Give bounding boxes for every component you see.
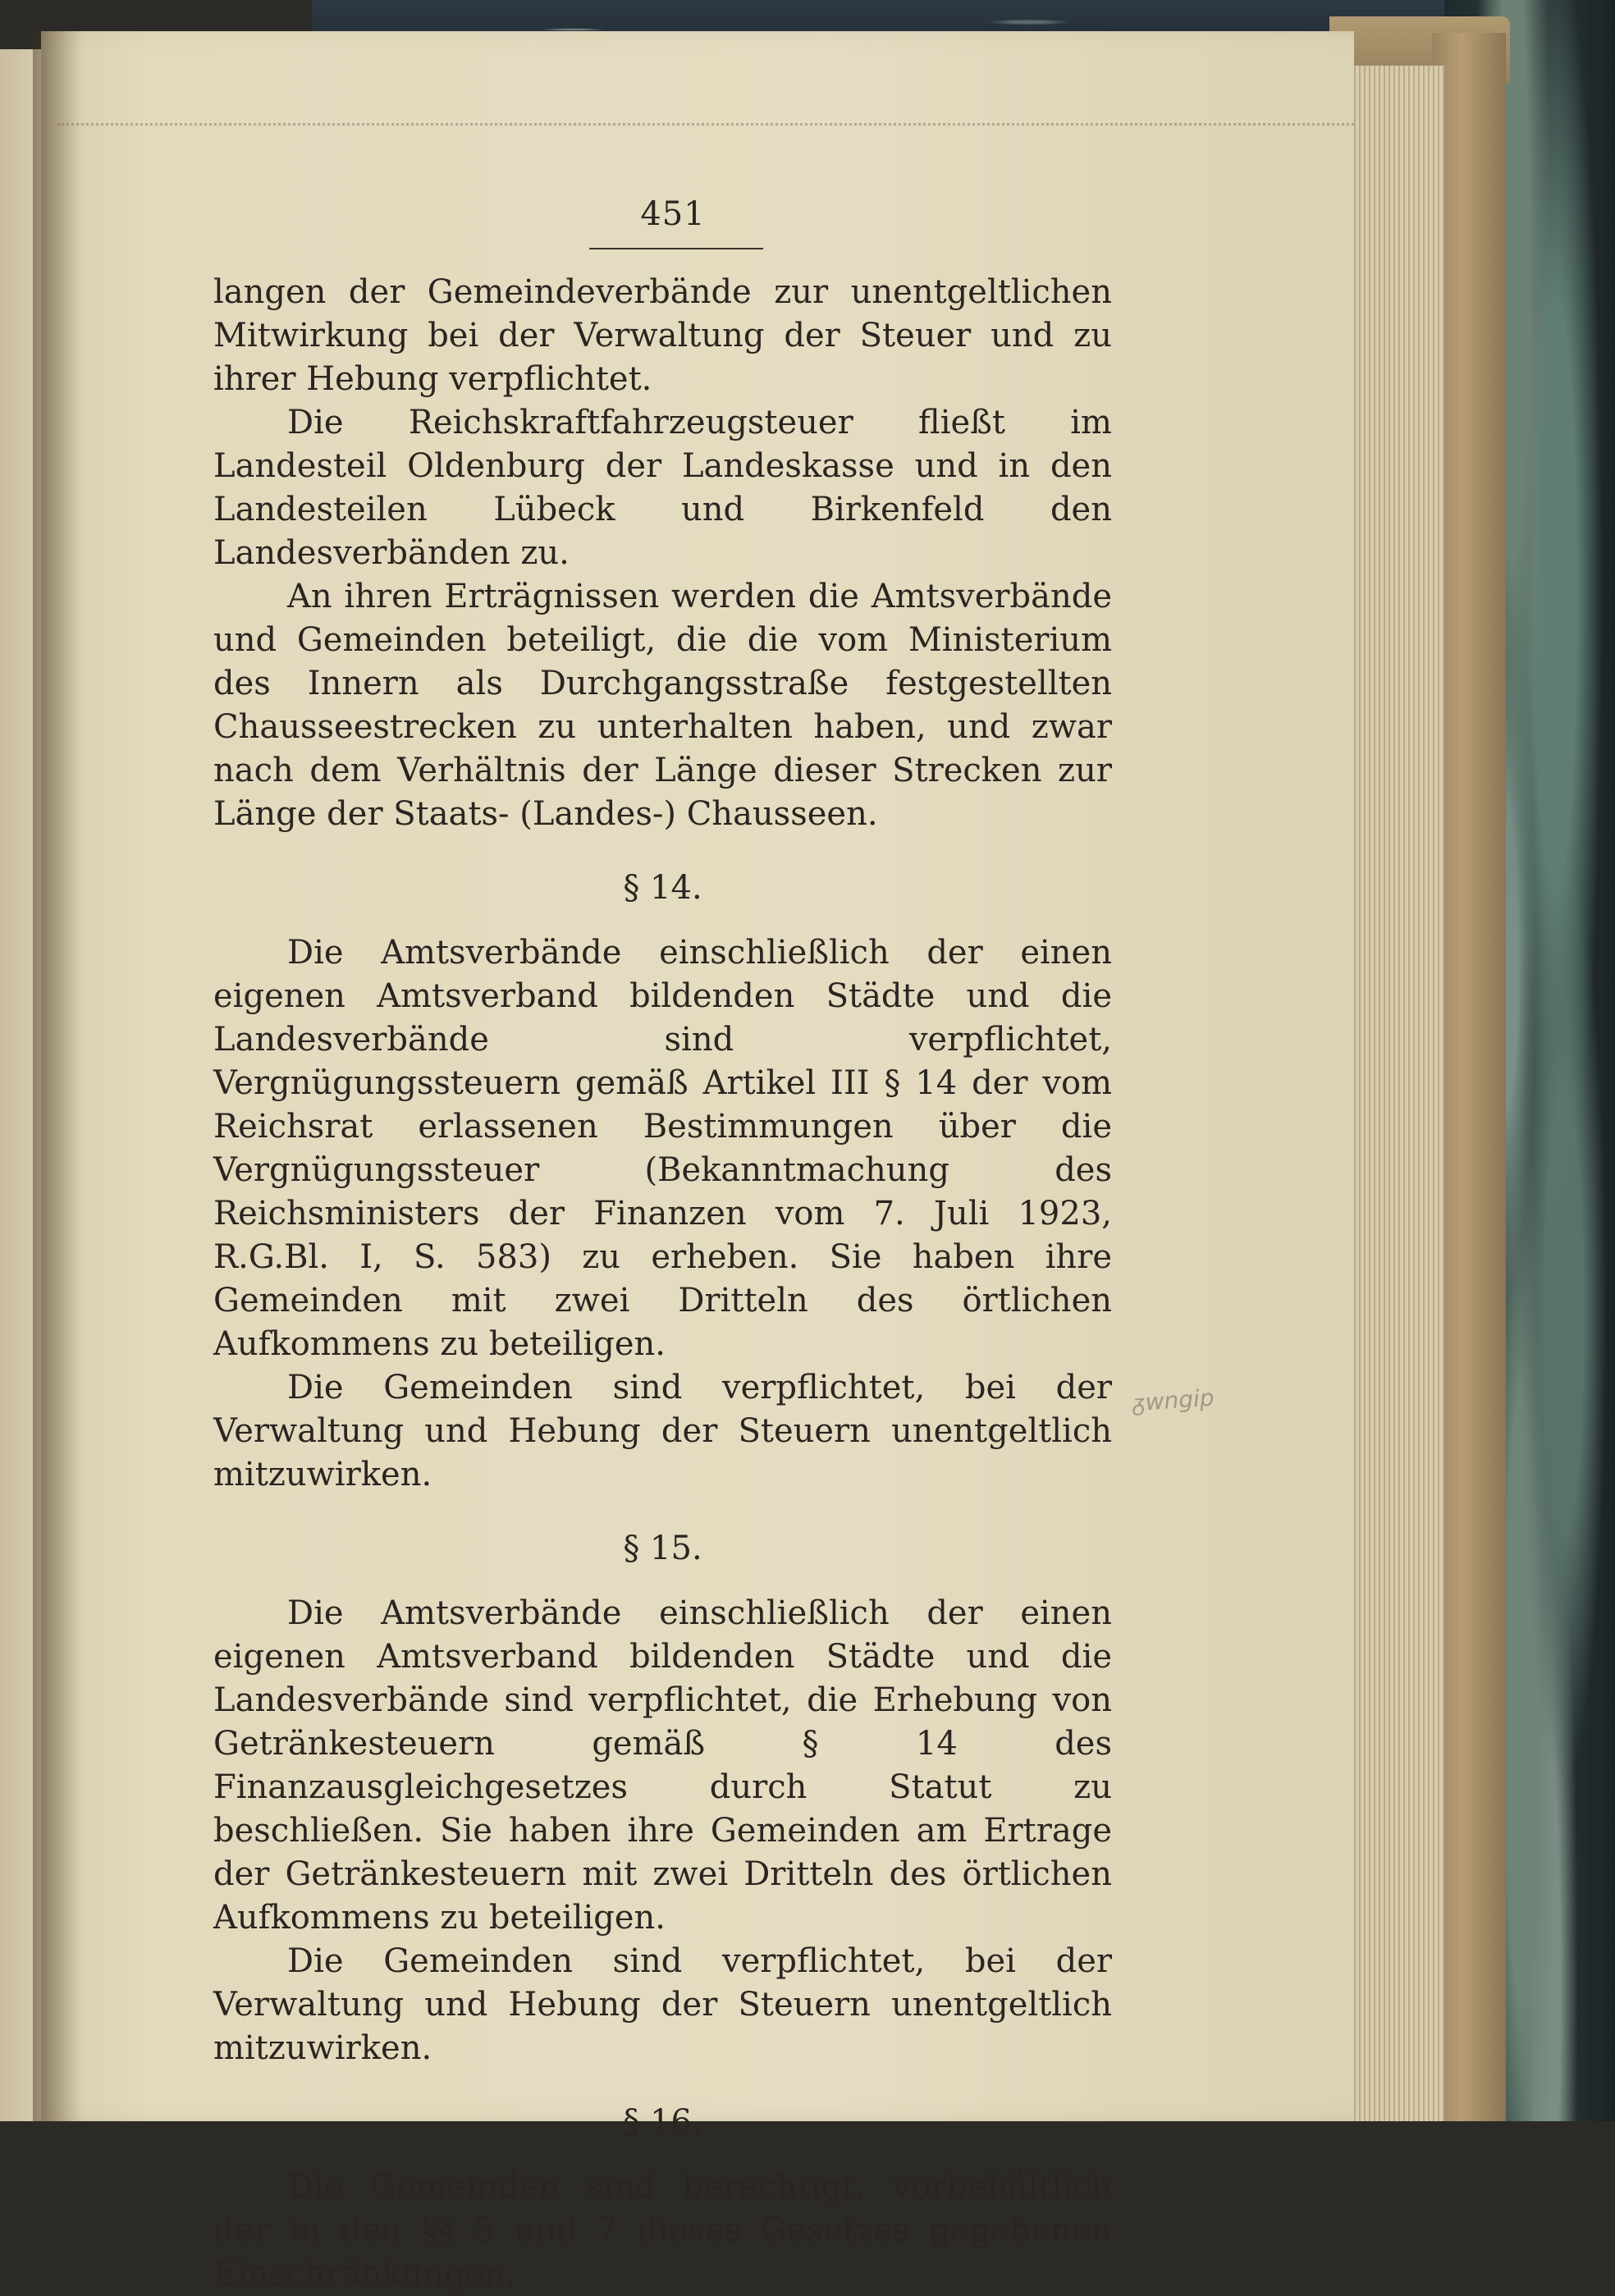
- dotted-rule: [57, 123, 1354, 126]
- paragraph: Die Gemeinden sind berechtigt, vorbehältlich der in den §§ 5 und 7 dieses Gesetzes gegebenen Einschränkungen,: [213, 2168, 1112, 2293]
- section-heading: § 16.: [623, 2103, 702, 2141]
- paragraph: langen der Gemeindeverbände zur unentgeltlichen Mitwirkung bei der Verwaltung der Steuer und zu ihrer Hebung verpflichtet.: [213, 273, 1112, 398]
- section-heading: § 15.: [623, 1530, 702, 1567]
- paragraph: Die Reichskraftfahrzeugsteuer fließt im Landesteil Oldenburg der Landeskasse und in den Landesteilen Lübeck und Birkenfeld den Landesverbänden zu.: [213, 404, 1112, 572]
- body-text: [213, 271, 1112, 2296]
- paragraph: Die Gemeinden sind verpflichtet, bei der Verwaltung und Hebung der Steuern unentgeltlich mitzuwirken.: [213, 1369, 1112, 1493]
- paragraph: Die Amtsverbände einschließlich der einen eigenen Amtsverband bildenden Städte und die Landesverbände sind verpflichtet, die Erhebung von Getränkesteuern gemäß § 14 des Finanzausgleichgesetzes durch Statut zu beschließen. Sie haben ihre Gemeinden am Ertrage der Getränkesteuern mit zwei Dritteln des örtlichen Aufkommens zu beteiligen.: [213, 1594, 1112, 1937]
- page-number: 451: [640, 195, 706, 233]
- section-heading: § 14.: [623, 869, 702, 907]
- handwritten-margin-note: ᵹwngip: [1131, 1384, 1215, 1417]
- page-edges: [1346, 66, 1444, 2121]
- paragraph: An ihren Erträgnissen werden die Amtsverbände und Gemeinden beteiligt, die die vom Ministerium des Innern als Durchgangsstraße festgestellten Chausseestrecken zu unterhalten haben, und zwar nach dem Verhältnis der Länge dieser Strecken zur Länge der Staats- (Landes-) Chausseen.: [213, 578, 1112, 833]
- gutter-shadow: [33, 31, 82, 2121]
- paragraph: Die Amtsverbände einschließlich der einen eigenen Amtsverband bildenden Städte und die Landesverbände sind verpflichtet, Vergnügungssteuern gemäß Artikel III § 14 der vom Reichsrat erlassenen Bestimmungen über die Vergnügungssteuer (Bekanntmachung des Reichsministers der Finanzen vom 7. Juli 1923, R.G.Bl. I, S. 583) zu erheben. Sie haben ihre Gemeinden mit zwei Dritteln des örtlichen Aufkommens zu beteiligen.: [213, 934, 1112, 1363]
- paragraph: Die Gemeinden sind verpflichtet, bei der Verwaltung und Hebung der Steuern unentgeltlich mitzuwirken.: [213, 1942, 1112, 2067]
- page-number-rule: [589, 248, 763, 249]
